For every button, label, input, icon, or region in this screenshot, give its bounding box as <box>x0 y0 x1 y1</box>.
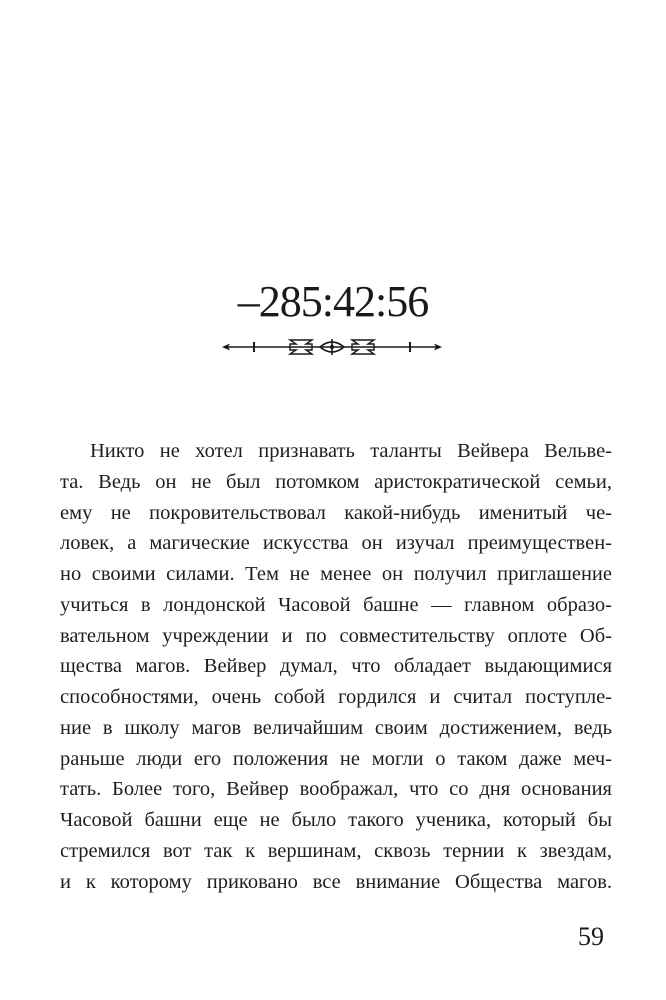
chapter-title: –285:42:56 <box>237 277 429 326</box>
text-line: Никто не хотел признавать таланты Вейвера Вельве- <box>90 440 612 462</box>
text-line: способностями, очень собой гордился и считал поступле- <box>60 686 612 708</box>
text-line: ловек, а магические искусства он изучал преимуществен- <box>60 532 612 555</box>
body-text <box>60 436 612 897</box>
text-line: учиться в лондонской Часовой башне — главном образо- <box>60 593 612 616</box>
text-line: вательном учреждении и по совместительству оплоте Об- <box>60 624 612 647</box>
text-line: щества магов. Вейвер думал, что обладает выдающимися <box>60 655 612 678</box>
ornament-divider-icon <box>220 336 444 358</box>
text-line: но своими силами. Тем не менее он получил приглашение <box>60 563 612 585</box>
page-number: 59 <box>578 922 604 951</box>
text-line: и к которому приковано все внимание Общества магов. <box>60 870 612 893</box>
text-line: та. Ведь он не был потомком аристократической семьи, <box>60 470 612 493</box>
text-line: раньше люди его положения не могли о таком даже меч- <box>60 747 612 770</box>
text-line: тать. Более того, Вейвер воображал, что со дня основания <box>60 778 612 801</box>
text-line: Часовой башни еще не было такого ученика, который бы <box>60 809 612 831</box>
text-line: стремился вот так к вершинам, сквозь тернии к звездам, <box>60 839 612 862</box>
text-line: ему не покровительствовал какой-нибудь именитый че- <box>60 501 612 524</box>
text-line: ние в школу магов величайшим своим достижением, ведь <box>60 716 612 739</box>
